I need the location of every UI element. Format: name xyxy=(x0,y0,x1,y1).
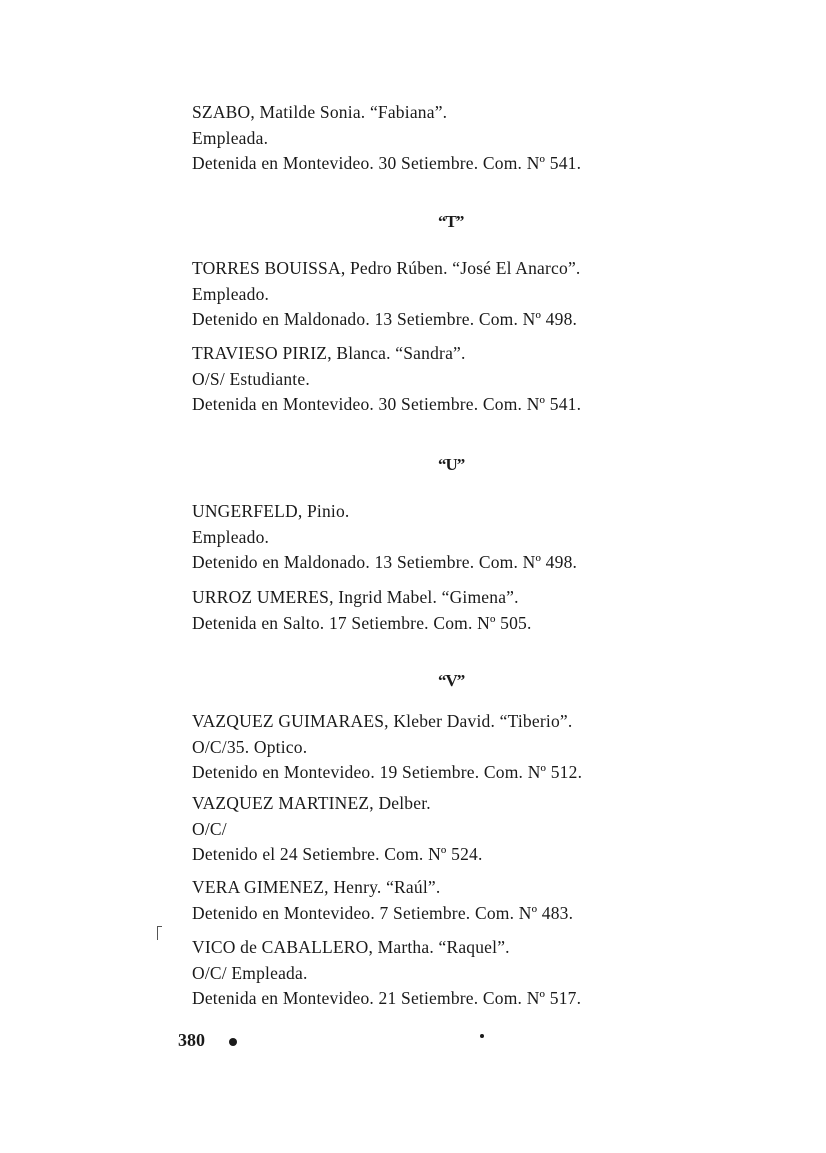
entry-occupation-line: O/C/35. Optico. xyxy=(192,736,308,757)
entry-detention-line: Detenido en Maldonado. 13 Setiembre. Com. Nº 498. xyxy=(192,309,578,329)
entry-detention-line: Detenido en Montevideo. 7 Setiembre. Com. Nº 483. xyxy=(192,902,574,923)
entry-ungerfeld xyxy=(192,499,752,576)
print-speck-icon xyxy=(480,1034,484,1038)
entry-urroz xyxy=(192,585,752,636)
entry-vazquez-martinez xyxy=(192,791,752,868)
entry-detention-line: Detenido en Maldonado. 13 Setiembre. Com. Nº 498. xyxy=(192,552,578,572)
entry-detention-line: Detenido el 24 Setiembre. Com. Nº 524. xyxy=(192,844,483,864)
entry-detention-line: Detenida en Montevideo. 21 Setiembre. Com. Nº 517. xyxy=(192,988,582,1008)
entry-detention-line: Detenido en Montevideo. 19 Setiembre. Com. Nº 512. xyxy=(192,762,583,782)
entry-name-line: VERA GIMENEZ, Henry. “Raúl”. xyxy=(192,877,441,897)
entry-name-line: VICO de CABALLERO, Martha. “Raquel”. xyxy=(192,937,510,957)
entry-name-line: UNGERFELD, Pinio. xyxy=(192,501,350,521)
scan-artifact xyxy=(157,926,162,927)
entry-vera-gimenez xyxy=(192,875,752,926)
entry-detention-line: Detenida en Montevideo. 30 Setiembre. Com. Nº 541. xyxy=(192,394,582,414)
entry-occupation-line: Empleado. xyxy=(192,283,270,304)
footer-bullet-icon xyxy=(229,1038,237,1046)
entry-name-line: URROZ UMERES, Ingrid Mabel. “Gimena”. xyxy=(192,587,519,607)
entry-name-line: TRAVIESO PIRIZ, Blanca. “Sandra”. xyxy=(192,343,466,363)
page-number: 380 xyxy=(178,1030,205,1050)
section-heading-v: “V” xyxy=(438,671,465,690)
entry-vazquez-guimaraes xyxy=(192,709,752,786)
entry-occupation-line: Empleado. xyxy=(192,526,270,547)
section-heading-u: “U” xyxy=(438,455,465,474)
entry-occupation-line: O/S/ Estudiante. xyxy=(192,368,310,389)
entry-travieso xyxy=(192,341,752,418)
entry-name-line: VAZQUEZ GUIMARAES, Kleber David. “Tiberio”. xyxy=(192,711,573,731)
entry-szabo xyxy=(192,100,752,177)
entry-occupation-line: O/C/ Empleada. xyxy=(192,962,308,983)
scan-artifact xyxy=(157,926,158,940)
entry-detention-line: Detenida en Montevideo. 30 Setiembre. Com. Nº 541. xyxy=(192,153,582,173)
entry-vico xyxy=(192,935,752,1012)
entry-name-line: VAZQUEZ MARTINEZ, Delber. xyxy=(192,793,431,813)
entry-name-line: TORRES BOUISSA, Pedro Rúben. “José El Anarco”. xyxy=(192,258,581,278)
entry-occupation-line: O/C/ xyxy=(192,818,227,839)
entry-name-line: SZABO, Matilde Sonia. “Fabiana”. xyxy=(192,102,448,122)
section-heading-t: “T” xyxy=(438,212,464,231)
entry-occupation-line: Empleada. xyxy=(192,127,269,148)
entry-torres xyxy=(192,256,752,333)
entry-detention-line: Detenida en Salto. 17 Setiembre. Com. Nº 505. xyxy=(192,612,532,633)
